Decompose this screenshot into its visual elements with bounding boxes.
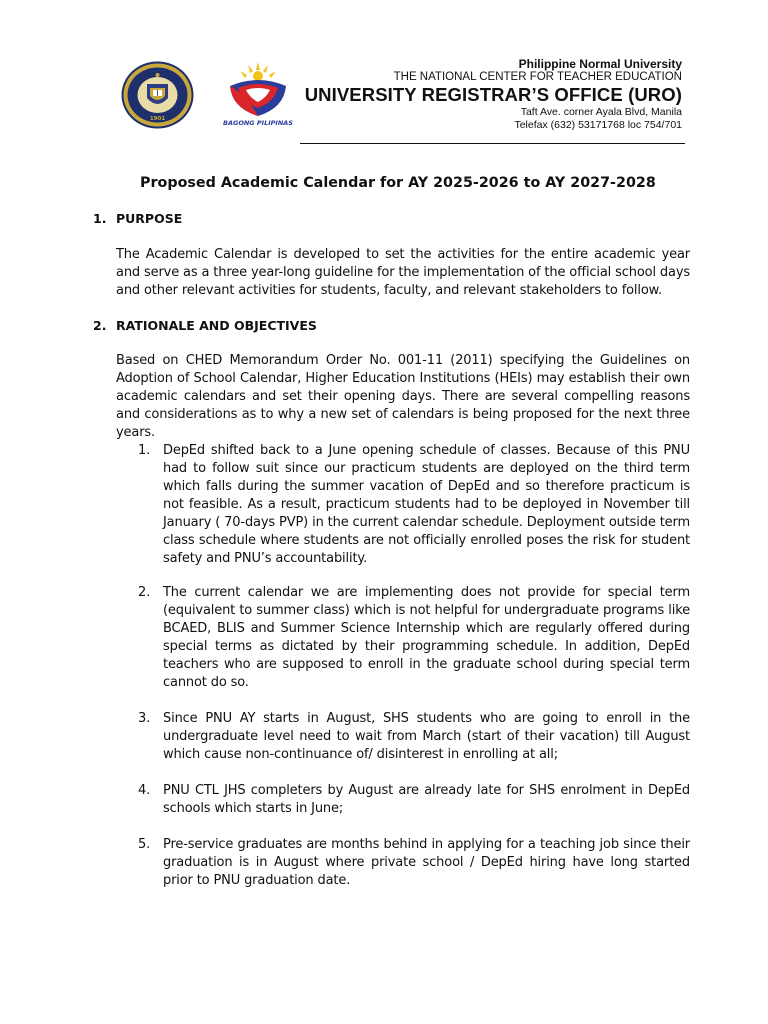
list-item [138,584,690,692]
center-name: THE NATIONAL CENTER FOR TEACHER EDUCATION [393,71,682,83]
letterhead [282,57,682,132]
list-item [138,710,690,764]
list-item [138,442,690,568]
list-item-number: 4. [138,783,151,798]
purpose-paragraph: The Academic Calendar is developed to set the activities for the entire academic year and serve as a three year-long guideline for the implementation of the official school days and other relevant activities for students, faculty, and relevant stakeholders to follow. [116,247,690,298]
list-item-number: 5. [138,837,151,852]
document-title: Proposed Academic Calendar for AY 2025-2026 to AY 2027-2028 [140,175,656,191]
pnu-seal-icon [120,60,195,130]
office-address: Taft Ave. corner Ayala Blvd, Manila [520,106,682,118]
section-title: RATIONALE AND OBJECTIVES [116,318,317,333]
list-item-number: 3. [138,711,151,726]
section-title: PURPOSE [116,211,183,226]
seal-year: 1901 [149,116,166,122]
list-item-text: Pre-service graduates are months behind in applying for a teaching job since their graduation is in August where private school / DepEd hiring have long started prior to PNU graduation date. [163,837,690,888]
list-item-number: 1. [138,443,151,458]
list-item-text: PNU CTL JHS completers by August are already late for SHS enrolment in DepEd schools which starts in June; [163,783,690,816]
section-number: 2. [93,318,107,333]
list-item-text: DepEd shifted back to a June opening schedule of classes. Because of this PNU had to follow suit since our practicum students are deployed on the third term which falls during the summer vacation of DepEd and so therefore practicum is not feasible. As a result, practicum students had to be deployed in November till January ( 70-days PVP) in the current calendar schedule. Deployment outside term class schedule where students are not officially enrolled poses the risk for student safety and PNU’s accountability. [163,443,690,566]
office-name: UNIVERSITY REGISTRAR’S OFFICE (URO) [304,84,682,105]
rationale-paragraph: Based on CHED Memorandum Order No. 001-11 (2011) specifying the Guidelines on Adoption of School Calendar, Higher Education Institutions (HEIs) may establish their own academic calendars and set their opening days. There are several compelling reasons and considerations as to why a new set of calendars is being proposed for the next three years. [116,353,690,440]
letterhead-divider [300,143,685,144]
university-name: Philippine Normal University [518,57,682,71]
section-number: 1. [93,211,107,226]
bp-logo-text: BAGONG PILIPINAS [223,119,293,127]
list-item-number: 2. [138,585,151,600]
list-item [138,836,690,890]
list-item [138,782,690,818]
list-item-text: The current calendar we are implementing does not provide for special term (equivalent to summer class) which is not helpful for undergraduate programs like BCAED, BLIS and Summer Science Internship which are regularly offered during special terms as dictated by their programming schedule. In addition, DepEd teachers who are supposed to enroll in the graduate school during special term cannot do so. [163,585,690,690]
office-telefax: Telefax (632) 53171768 loc 754/701 [514,119,682,131]
section-heading-rationale [93,317,393,335]
section-heading-purpose [93,210,393,228]
list-item-text: Since PNU AY starts in August, SHS students who are going to enroll in the undergraduate level need to wait from March (start of their vacation) till August which cause non-continuance of/ disinterest in enrolling at all; [163,711,690,762]
